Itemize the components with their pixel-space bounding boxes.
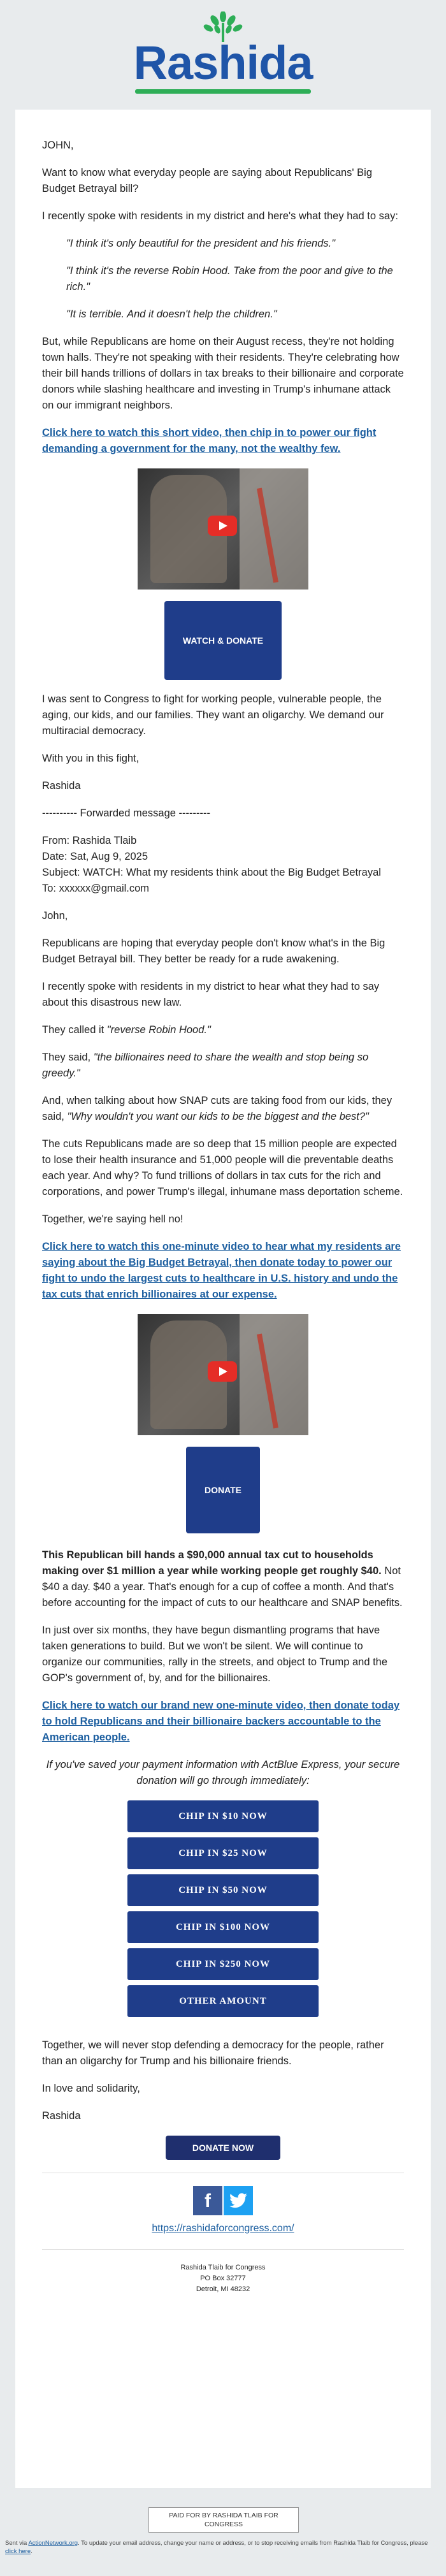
chip-in-25-button[interactable]: CHIP IN $25 NOW (127, 1837, 319, 1869)
paragraph: In love and solidarity, (42, 2083, 140, 2094)
donate-now-button[interactable]: DONATE NOW (166, 2136, 280, 2160)
actionnetwork-link[interactable]: ActionNetwork.org (28, 2540, 78, 2547)
unsubscribe-link[interactable]: click here (5, 2548, 31, 2555)
paragraph: Together, we're saying hell no! (42, 1213, 183, 1225)
forwarded-divider: ---------- Forwarded message --------- (42, 807, 210, 819)
paragraph: Together, we will never stop defending a democracy for the people, rather than an oligarchy for Trump and his billionaire friends. (42, 2039, 384, 2067)
forwarded-header (42, 806, 404, 897)
play-icon[interactable] (208, 1361, 237, 1382)
fwd-subject: Subject: WATCH: What my residents think about the Big Budget Betrayal (42, 867, 381, 878)
email-body (15, 110, 431, 2488)
paragraph: They said, "the billionaires need to share the wealth and stop being so greedy." (42, 1052, 369, 1079)
actblue-note: If you've saved your payment information with ActBlue Express, your secure donation will go through immediately: (46, 1759, 400, 1786)
logo-underline (135, 89, 311, 94)
fwd-to: To: xxxxxx@gmail.com (42, 883, 150, 894)
quote: "I think it's only beautiful for the president and his friends." (66, 238, 336, 249)
chip-in-10-button[interactable]: CHIP IN $10 NOW (127, 1800, 319, 1832)
paragraph: And, when talking about how SNAP cuts are taking food from our kids, they said, "Why wouldn't you want our kids to be the biggest and the best?" (42, 1095, 392, 1122)
fwd-from: From: Rashida Tlaib (42, 835, 137, 846)
fwd-date: Date: Sat, Aug 9, 2025 (42, 851, 148, 862)
play-icon[interactable] (208, 516, 237, 536)
video-thumbnail[interactable] (138, 468, 308, 590)
paragraph: But, while Republicans are home on their August recess, they're not holding town halls. They're not speaking with their residents. They're celebrating how their bill hands trillions of dollars in tax breaks to their billionaire and corporate donors while slashing healthcare and investing in Trump's inhumane attack on our immigrant neighbors. (42, 336, 404, 411)
website-link[interactable]: https://rashidaforcongress.com/ (152, 2223, 294, 2234)
mailing-address: Rashida Tlaib for Congress PO Box 32777 Detroit, MI 48232 (180, 2264, 266, 2293)
paragraph: They called it "reverse Robin Hood." (42, 1024, 211, 1036)
header (0, 0, 446, 110)
quote: "I think it's the reverse Robin Hood. Take from the poor and give to the rich." (66, 265, 393, 293)
paragraph: I was sent to Congress to fight for working people, vulnerable people, the aging, our kids, and our families. They want an oligarchy. We demand our multiracial democracy. (42, 693, 384, 737)
paragraph: I recently spoke with residents in my district and here's what they had to say: (42, 210, 398, 222)
facebook-icon[interactable]: f (193, 2186, 222, 2215)
paragraph: Republicans are hoping that everyday people don't know what's in the Big Budget Betrayal bill. They better be ready for a rude awakening. (42, 937, 385, 965)
paragraph: With you in this fight, (42, 753, 140, 764)
paragraph: Want to know what everyday people are saying about Republicans' Big Budget Betrayal bill? (42, 167, 373, 194)
paragraph: The cuts Republicans made are so deep that 15 million people are expected to lose their health insurance and 51,000 people will die preventable deaths each year. And why? To fund trillions of dollars in tax cuts for the rich and corporations, and power Trump's illegal, inhumane mass deportation scheme. (42, 1138, 403, 1198)
social-links (42, 2186, 404, 2215)
chip-in-250-button[interactable]: CHIP IN $250 NOW (127, 1948, 319, 1980)
chip-in-50-button[interactable]: CHIP IN $50 NOW (127, 1874, 319, 1906)
quote: "It is terrible. And it doesn't help the children." (66, 308, 277, 320)
paragraph: This Republican bill hands a $90,000 annual tax cut to households making over $1 million a year while working people get roughly $40. Not $40 a day. $40 a year. That's enough for a cup of coffee a month. And that's before accounting for the impact of cuts to our healthcare and SNAP benefits. (42, 1549, 403, 1609)
paragraph: In just over six months, they have begun dismantling programs that have taken generations to build. But we won't be silent. We will continue to organize our communities, rally in the streets, and object to Trump and the GOP's government of, by, and for the billionaires. (42, 1624, 388, 1684)
video-donate-link[interactable]: Click here to watch this short video, then chip in to power our fight demanding a government for the many, not the wealthy few. (42, 427, 377, 454)
footer: Sent via ActionNetwork.org. To update your email address, change your name or address, or to stop receiving emails from Rashida Tlaib for Congress, please click here. (5, 2540, 428, 2555)
paid-for-disclaimer: PAID FOR BY RASHIDA TLAIB FOR CONGRESS (148, 2507, 299, 2533)
greeting: John, (42, 910, 68, 922)
paragraph: I recently spoke with residents in my district to hear what they had to say about this disastrous new law. (42, 981, 380, 1008)
donate-button[interactable]: DONATE (186, 1447, 260, 1533)
twitter-icon[interactable] (224, 2186, 253, 2215)
watch-donate-button[interactable]: WATCH & DONATE (164, 601, 282, 680)
greeting: JOHN, (42, 140, 74, 151)
signature: Rashida (42, 2110, 81, 2122)
video-donate-link[interactable]: Click here to watch this one-minute video to hear what my residents are saying about the Big Budget Betrayal, then donate today to power our fight to undo the largest cuts to healthcare in U.S. history and undo the tax cuts that enrich billionaires at our expense. (42, 1241, 401, 1300)
other-amount-button[interactable]: OTHER AMOUNT (127, 1985, 319, 2017)
divider (42, 2249, 404, 2250)
logo-wordmark: Rashida (133, 36, 313, 89)
video-donate-link[interactable]: Click here to watch our brand new one-minute video, then donate today to hold Republicans and their billionaire backers accountable to the American people. (42, 1700, 400, 1743)
video-thumbnail[interactable] (138, 1314, 308, 1435)
chip-in-100-button[interactable]: CHIP IN $100 NOW (127, 1911, 319, 1943)
signature: Rashida (42, 780, 81, 792)
